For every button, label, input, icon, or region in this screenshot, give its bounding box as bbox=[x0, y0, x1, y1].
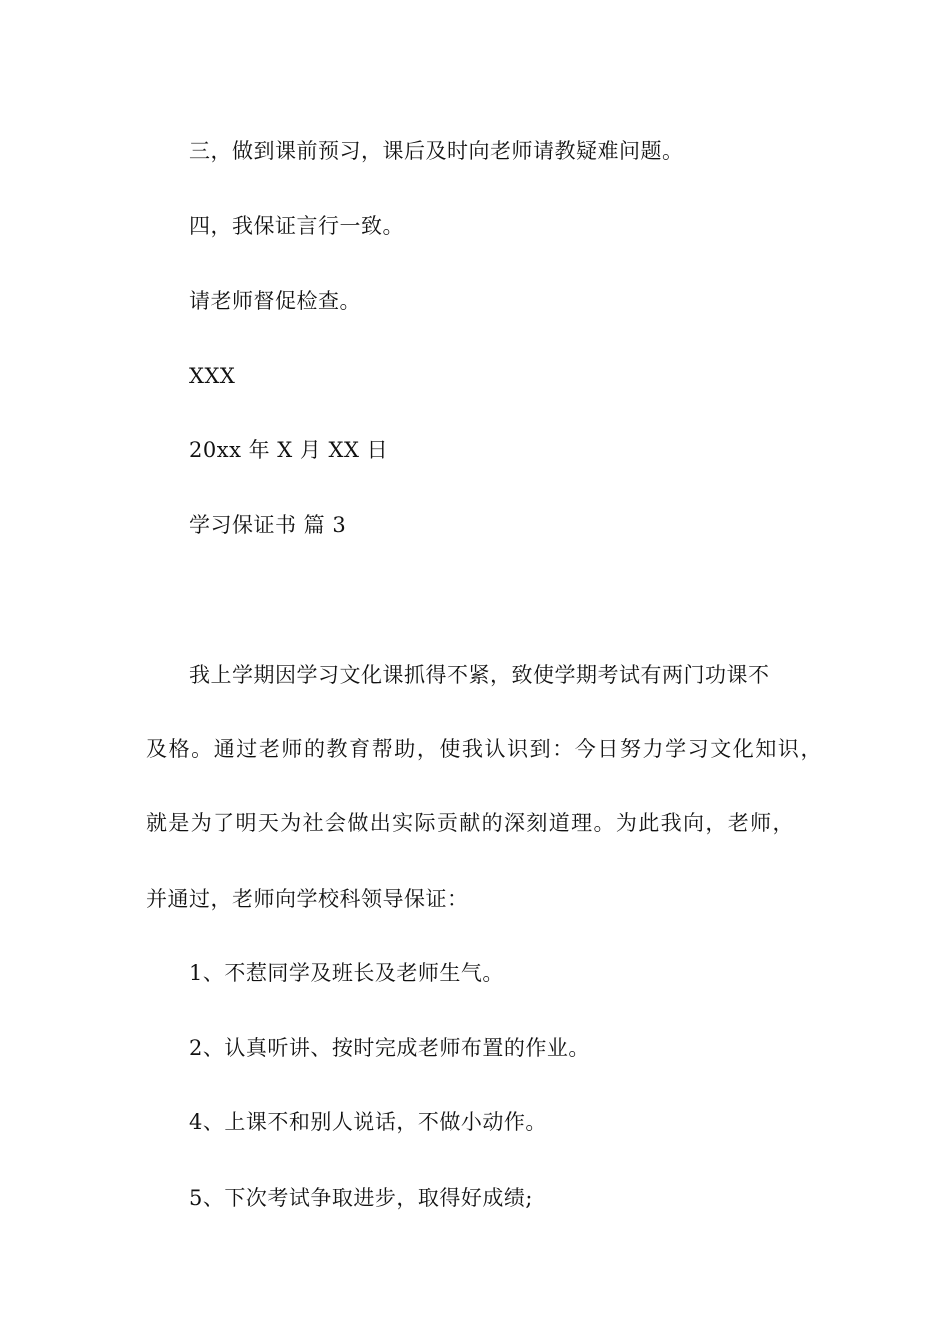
text-line-point-three: 三，做到课前预习，课后及时向老师请教疑难问题。 bbox=[189, 139, 684, 163]
list-item: 5、下次考试争取进步，取得好成绩; bbox=[189, 1186, 533, 1210]
list-item: 4、上课不和别人说话，不做小动作。 bbox=[189, 1110, 547, 1134]
list-item: 2、认真听讲、按时完成老师布置的作业。 bbox=[189, 1036, 590, 1060]
text-line-request: 请老师督促检查。 bbox=[189, 289, 361, 313]
signature-name: XXX bbox=[189, 364, 236, 388]
section-heading: 学习保证书 篇 3 bbox=[189, 513, 347, 537]
signature-date: 20xx 年 X 月 XX 日 bbox=[189, 438, 389, 462]
paragraph-line-1: 我上学期因学习文化课抓得不紧，致使学期考试有两门功课不 bbox=[189, 663, 770, 687]
paragraph-line-4: 并通过，老师向学校科领导保证： bbox=[146, 887, 469, 911]
text-line-point-four: 四，我保证言行一致。 bbox=[189, 214, 404, 238]
paragraph-line-3: 就是为了明天为社会做出实际贡献的深刻道理。为此我向，老师， bbox=[146, 811, 794, 835]
list-item: 1、不惹同学及班长及老师生气。 bbox=[189, 961, 504, 985]
paragraph-line-2: 及格。通过老师的教育帮助，使我认识到：今日努力学习文化知识， bbox=[146, 737, 822, 761]
